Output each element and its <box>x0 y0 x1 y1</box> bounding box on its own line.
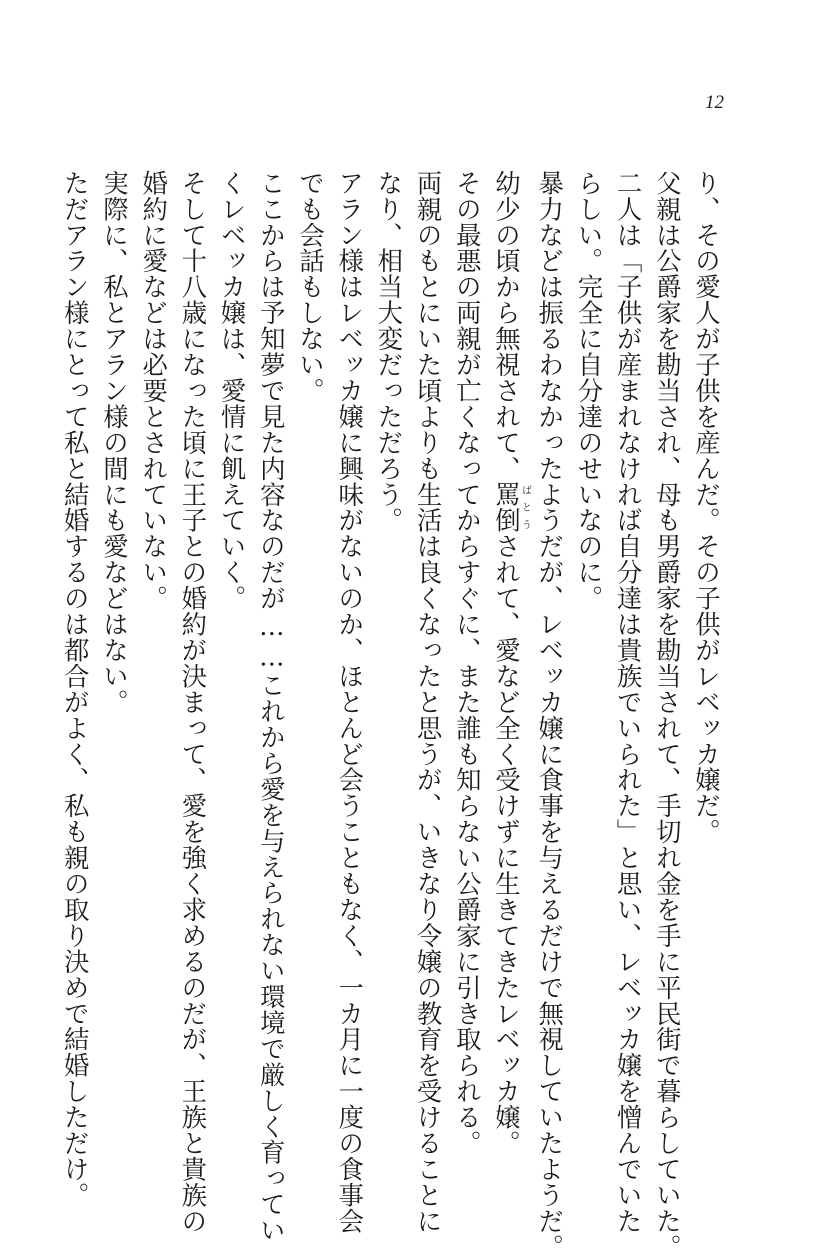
text-line-9: なり、相当大変だっただろう。 <box>374 170 405 534</box>
text-line-3: 二人は「子供が産まれなければ自分達は貴族でいられた」と思い、レベッカ嬢を憎んでいた <box>613 170 644 1234</box>
text-line-6-before: 幼少の頃から無視されて、 <box>491 170 522 482</box>
text-line-15: 婚約に愛などは必要とされていない。 <box>139 170 170 612</box>
text-line-8: 両親のもとにいた頃よりも生活は良くなったと思うが、いきなり令嬢の教育を受けることに <box>413 170 444 1234</box>
text-line-16: 実際に、私とアラン様の間にも愛などはない。 <box>99 170 130 715</box>
text-line-10: アラン様はレベッカ嬢に興味がないのか、ほとんど会うこともなく、一カ月に一度の食事会 <box>335 170 366 1234</box>
furigana-reading: ばとう <box>519 481 531 534</box>
text-line-4: らしい。完全に自分達のせいなのに。 <box>574 170 605 612</box>
furigana-base: 罵倒 <box>491 481 522 534</box>
text-line-6-after: されて、愛など全く受けずに生きてきたレベッカ嬢。 <box>491 533 522 1157</box>
text-line-14: そして十八歳になった頃に王子との婚約が決まって、愛を強く求めるのだが、王族と貴族の <box>178 170 209 1234</box>
text-line-1: り、その愛人が子供を産んだ。その子供がレベッカ嬢だ。 <box>692 170 722 845</box>
text-line-2: 父親は公爵家を勘当され、母も男爵家を勘当されて、手切れ金を手に平民街で暮らしていた。 <box>652 170 683 1260</box>
furigana-word <box>491 481 531 534</box>
text-line-13: くレベッカ嬢は、愛情に飢えていく。 <box>217 170 248 612</box>
text-line-17: ただアラン様にとって私と結婚するのは都合がよく、私も親の取り決めで結婚しただけ。 <box>60 170 91 1208</box>
text-line-5: 暴力などは振るわなかったようだが、レベッカ嬢に食事を与えるだけで無視していたようだ。 <box>535 170 566 1260</box>
text-line-11: でも会話もしない。 <box>295 170 326 404</box>
text-line-7: その最悪の両親が亡くなってからすぐに、また誰も知らない公爵家に引き取られる。 <box>452 170 483 1157</box>
text-line-12: ここからは予知夢で見た内容なのだが……これから愛を与えられない環境で厳しく育ってい <box>256 170 287 1244</box>
page-number: 12 <box>705 92 724 113</box>
text-line-6 <box>487 170 531 1157</box>
vertical-body-text <box>60 170 726 1260</box>
